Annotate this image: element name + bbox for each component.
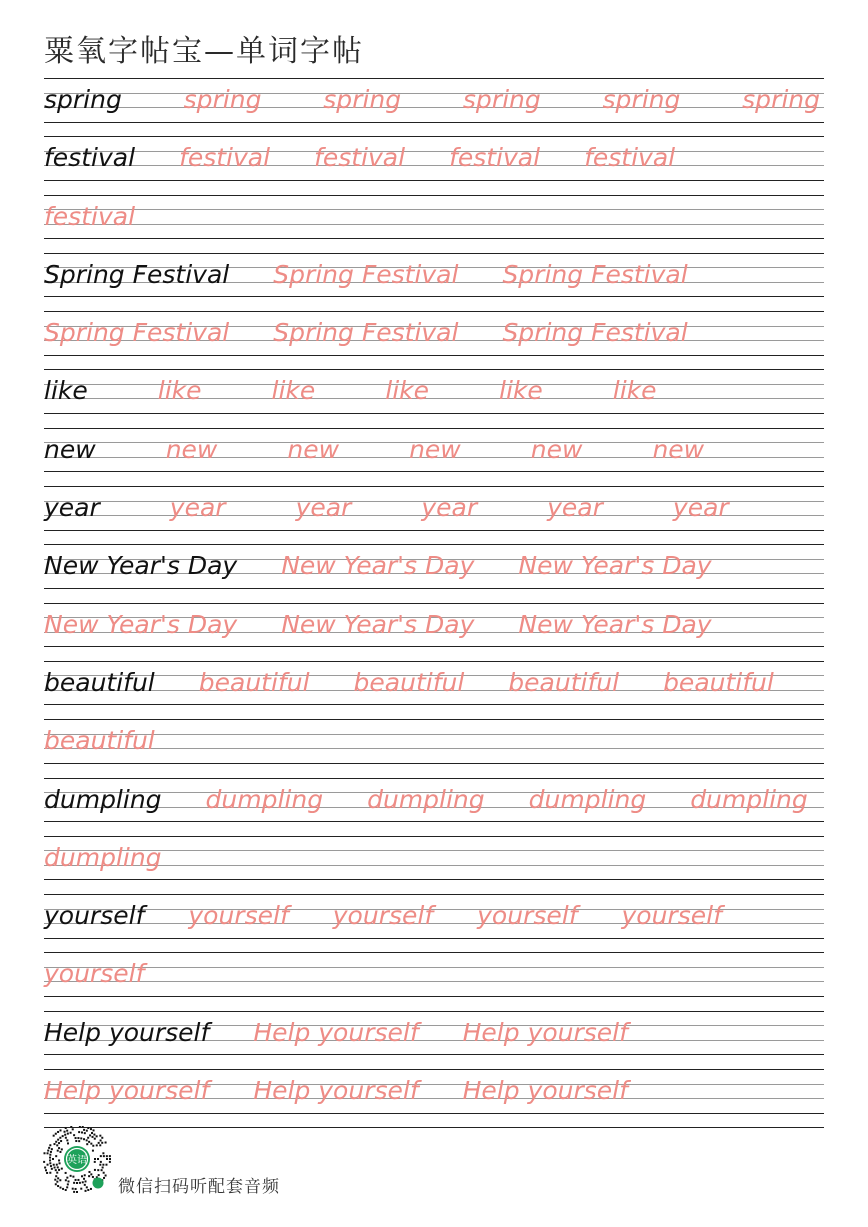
trace-word: new xyxy=(287,434,340,464)
row-words xyxy=(44,319,824,355)
practice-row xyxy=(44,311,824,369)
trace-word: Help yourself xyxy=(462,1017,628,1047)
practice-row xyxy=(44,894,824,952)
trace-word: year xyxy=(295,493,352,523)
practice-row xyxy=(44,778,824,836)
model-word: yourself xyxy=(44,901,145,931)
model-word: Help yourself xyxy=(44,1017,210,1047)
practice-row xyxy=(44,78,824,136)
trace-word: Spring Festival xyxy=(44,318,230,348)
row-words xyxy=(44,494,824,530)
practice-row xyxy=(44,428,824,486)
row-words xyxy=(44,377,824,413)
trace-word: festival xyxy=(584,143,676,173)
trace-word: like xyxy=(271,376,316,406)
trace-word: like xyxy=(157,376,202,406)
trace-word: festival xyxy=(314,143,406,173)
trace-word: yourself xyxy=(188,901,289,931)
model-word: festival xyxy=(44,143,136,173)
practice-row xyxy=(44,136,824,194)
trace-word: Help yourself xyxy=(462,1076,628,1106)
row-words xyxy=(44,669,824,705)
model-word: Spring Festival xyxy=(44,259,230,289)
trace-word: spring xyxy=(462,85,541,114)
guide-line xyxy=(44,78,824,79)
trace-word: dumpling xyxy=(690,784,808,814)
trace-word: spring xyxy=(323,85,402,114)
practice-row xyxy=(44,1069,824,1127)
trace-word: dumpling xyxy=(44,842,162,872)
row-words xyxy=(44,902,824,938)
guide-line xyxy=(44,1069,824,1070)
row-words xyxy=(44,552,824,588)
practice-row xyxy=(44,719,824,777)
practice-row xyxy=(44,195,824,253)
trace-word: beautiful xyxy=(663,667,774,697)
copybook-sheet xyxy=(44,78,824,1127)
practice-row xyxy=(44,253,824,311)
sheet-bottom-line xyxy=(44,1127,824,1128)
guide-line xyxy=(44,195,824,196)
row-words xyxy=(44,203,824,239)
trace-word: Spring Festival xyxy=(273,318,459,348)
trace-word: beautiful xyxy=(198,667,310,697)
guide-line xyxy=(44,253,824,254)
trace-word: Spring Festival xyxy=(502,259,688,289)
model-word: beautiful xyxy=(44,667,155,697)
trace-word: yourself xyxy=(44,959,145,989)
trace-word: Help yourself xyxy=(44,1076,210,1106)
guide-line xyxy=(44,952,824,953)
trace-word: Spring Festival xyxy=(273,259,459,289)
guide-line xyxy=(44,894,824,895)
model-word: like xyxy=(44,376,88,406)
page-title: 粟氧字帖宝—单词字帖 xyxy=(44,34,364,69)
trace-word: new xyxy=(165,434,218,464)
trace-word: New Year's Day xyxy=(281,551,475,581)
trace-word: New Year's Day xyxy=(518,609,712,639)
model-word: year xyxy=(44,493,100,523)
row-words xyxy=(44,144,824,180)
row-words xyxy=(44,1077,824,1113)
model-word: New Year's Day xyxy=(44,551,238,581)
trace-word: dumpling xyxy=(367,784,485,814)
trace-word: New Year's Day xyxy=(281,609,475,639)
guide-line xyxy=(44,1011,824,1012)
trace-word: beautiful xyxy=(353,667,465,697)
trace-word: dumpling xyxy=(528,784,647,814)
trace-word: year xyxy=(672,493,729,523)
trace-word: yourself xyxy=(477,901,578,931)
guide-line xyxy=(44,603,824,604)
trace-word: new xyxy=(652,434,705,464)
guide-line xyxy=(44,486,824,487)
trace-word: spring xyxy=(742,85,820,114)
row-words xyxy=(44,786,824,822)
guide-line xyxy=(44,311,824,312)
trace-word: like xyxy=(499,376,543,406)
practice-row xyxy=(44,544,824,602)
trace-word: Spring Festival xyxy=(502,318,688,348)
guide-line xyxy=(44,719,824,720)
trace-word: beautiful xyxy=(44,726,155,756)
row-words xyxy=(44,86,824,122)
guide-line xyxy=(44,544,824,545)
trace-word: beautiful xyxy=(508,667,620,697)
practice-row xyxy=(44,1011,824,1069)
trace-word: like xyxy=(385,376,429,406)
row-words xyxy=(44,611,824,647)
guide-line xyxy=(44,428,824,429)
guide-line xyxy=(44,778,824,779)
trace-word: spring xyxy=(183,85,262,114)
trace-word: dumpling xyxy=(205,784,324,814)
footer-caption: 微信扫码听配套音频 xyxy=(118,1177,280,1197)
trace-word: year xyxy=(421,493,478,523)
trace-word: Help yourself xyxy=(253,1017,419,1047)
guide-line xyxy=(44,661,824,662)
practice-row xyxy=(44,836,824,894)
practice-row xyxy=(44,661,824,719)
practice-row xyxy=(44,486,824,544)
trace-word: spring xyxy=(602,85,681,114)
trace-word: festival xyxy=(179,143,271,173)
trace-word: yourself xyxy=(621,901,722,931)
trace-word: yourself xyxy=(332,901,434,931)
practice-row xyxy=(44,952,824,1010)
trace-word: new xyxy=(409,434,461,464)
row-words xyxy=(44,261,824,297)
qr-badge-label: 英语 xyxy=(67,1155,87,1166)
trace-word: festival xyxy=(449,143,541,173)
model-word: new xyxy=(44,434,96,464)
practice-row xyxy=(44,369,824,427)
trace-word: new xyxy=(530,434,583,464)
trace-word: New Year's Day xyxy=(44,609,238,639)
practice-row xyxy=(44,603,824,661)
guide-line xyxy=(44,369,824,370)
trace-word: Help yourself xyxy=(253,1076,419,1106)
trace-word: festival xyxy=(44,201,136,231)
row-words xyxy=(44,727,824,763)
trace-word: year xyxy=(547,493,603,523)
trace-word: year xyxy=(169,493,226,523)
row-words xyxy=(44,960,824,996)
guide-line xyxy=(44,136,824,137)
model-word: dumpling xyxy=(44,784,162,814)
guide-line xyxy=(44,836,824,837)
model-word: spring xyxy=(44,85,122,114)
row-words xyxy=(44,844,824,880)
qr-code-icon[interactable] xyxy=(42,1126,112,1196)
trace-word: New Year's Day xyxy=(518,551,712,581)
row-words xyxy=(44,1019,824,1055)
row-words xyxy=(44,436,824,472)
trace-word: like xyxy=(612,376,657,406)
